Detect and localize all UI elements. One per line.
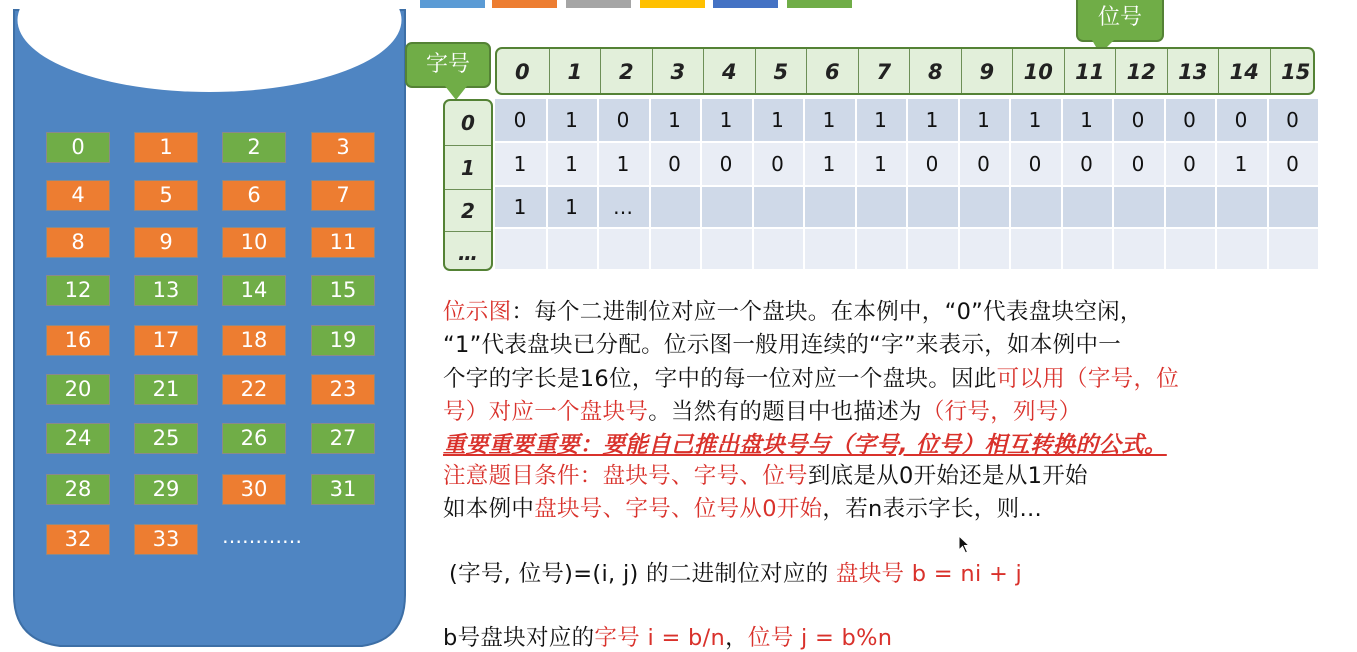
disk-block: 20 <box>46 374 110 405</box>
bit-column-label: 4 <box>703 49 755 93</box>
formula-block-number <box>449 556 1022 588</box>
disk-block: 28 <box>46 474 110 505</box>
color-bar-6 <box>787 0 852 8</box>
bit-column-label: 5 <box>755 49 807 93</box>
grid-divider <box>855 187 857 227</box>
grid-divider <box>1267 187 1269 227</box>
disk-block: 0 <box>46 132 110 163</box>
grid-divider <box>1112 229 1114 269</box>
disk-block: 15 <box>311 275 375 306</box>
desc-line-4-red: 号）对应一个盘块号 <box>443 399 649 425</box>
grid-divider <box>1215 187 1217 227</box>
bit-cell: 0 <box>1028 152 1042 176</box>
formula-2-red2: 位号 j = b%n <box>747 625 893 651</box>
bitmap-row <box>495 229 1318 269</box>
desc-line-3 <box>443 361 1179 393</box>
bit-cell: 1 <box>1028 108 1042 132</box>
disk-block: 31 <box>311 474 375 505</box>
formula-word-bit <box>443 620 892 652</box>
bit-column-label: 7 <box>858 49 910 93</box>
bitmap-row <box>495 187 1318 227</box>
grid-divider <box>1318 187 1320 227</box>
bit-column-label: 6 <box>806 49 858 93</box>
bit-column-label: 1 <box>549 49 601 93</box>
grid-divider <box>752 187 754 227</box>
grid-divider <box>1112 187 1114 227</box>
grid-divider <box>1318 143 1320 185</box>
grid-divider <box>1215 229 1217 269</box>
disk-block: 14 <box>222 275 286 306</box>
bit-cell: 1 <box>874 108 887 132</box>
bit-column-label: 14 <box>1218 49 1270 93</box>
bit-cell: 1 <box>771 108 784 132</box>
bit-cell: 0 <box>1286 152 1299 176</box>
grid-divider <box>700 187 702 227</box>
grid-divider <box>906 229 908 269</box>
disk-block: 32 <box>46 524 110 555</box>
disk-block: 23 <box>311 374 375 405</box>
example-red: 盘块号、字号、位号从0开始 <box>534 496 823 522</box>
bit-cell: 0 <box>1080 152 1093 176</box>
disk-block: 33 <box>134 524 198 555</box>
disk-block: 8 <box>46 227 110 258</box>
bit-cell: 1 <box>513 195 527 219</box>
bit-column-label: 12 <box>1115 49 1167 93</box>
word-number-label: 字号 <box>425 52 470 77</box>
color-bar-5 <box>713 0 778 8</box>
bit-cell: 1 <box>1234 152 1248 176</box>
bit-cell: 0 <box>719 152 733 176</box>
formula-1-red: 盘块号 b = ni + j <box>835 561 1023 587</box>
disk-block: 5 <box>134 180 198 211</box>
bit-cell: 1 <box>1080 108 1093 132</box>
disk-block: 2 <box>222 132 286 163</box>
formula-2-red1: 字号 i = b/n <box>594 625 726 651</box>
word-number-callout <box>405 42 491 88</box>
bit-column-label: 15 <box>1270 49 1322 93</box>
desc-line-1-text: ：每个二进制位对应一个盘块。在本例中，“0”代表盘块空闲， <box>511 299 1143 325</box>
example-text-a: 如本例中 <box>443 496 535 522</box>
disk-block: 1 <box>134 132 198 163</box>
color-bar-2 <box>492 0 557 8</box>
bit-number-callout <box>1076 0 1164 42</box>
grid-divider <box>855 229 857 269</box>
bit-cell: 0 <box>771 152 784 176</box>
word-row-header <box>443 99 493 271</box>
formula-2-sep: ， <box>725 625 748 651</box>
word-row-label: 0 <box>461 111 475 135</box>
grid-divider <box>906 187 908 227</box>
important-note <box>443 427 1167 459</box>
bit-cell: 1 <box>822 152 836 176</box>
bit-column-label: 8 <box>909 49 961 93</box>
disk-block: 24 <box>46 423 110 454</box>
color-bar-1 <box>420 0 485 8</box>
grid-divider <box>700 229 702 269</box>
bit-column-label: 9 <box>961 49 1013 93</box>
bit-cell: 0 <box>1183 108 1196 132</box>
word-row-label: 1 <box>445 145 491 189</box>
grid-divider <box>546 229 548 269</box>
grid-divider <box>1318 229 1320 269</box>
disk-block: 30 <box>222 474 286 505</box>
bit-cell: 1 <box>874 152 887 176</box>
grid-divider <box>649 187 651 227</box>
grid-divider <box>1009 187 1011 227</box>
disk-block: 19 <box>311 325 375 356</box>
bit-cell: 1 <box>565 152 578 176</box>
grid-divider <box>958 187 960 227</box>
bit-cell: 1 <box>565 195 578 219</box>
color-bar-4 <box>640 0 705 8</box>
desc-line-3-red: 可以用（字号，位 <box>996 366 1180 392</box>
bitmap-row <box>495 99 1318 141</box>
grid-divider <box>1318 99 1320 141</box>
disk-block: 25 <box>134 423 198 454</box>
bit-column-label: 0 <box>514 60 530 84</box>
bit-cell: 0 <box>1234 108 1248 132</box>
grid-divider <box>752 229 754 269</box>
disk-block: 22 <box>222 374 286 405</box>
important-note-text: 重要重要重要：要能自己推出盘块号与（字号, 位号）相互转换的公式。 <box>443 432 1167 458</box>
bit-cell: 1 <box>513 152 527 176</box>
bit-cell: 0 <box>1183 152 1196 176</box>
bit-number-label: 位号 <box>1097 5 1142 30</box>
grid-divider <box>1164 187 1166 227</box>
bit-cell: 0 <box>1286 108 1299 132</box>
more-blocks-ellipsis: ………… <box>222 524 302 548</box>
example-line <box>443 491 1042 523</box>
grid-divider <box>1061 187 1063 227</box>
bit-cell: 1 <box>719 108 733 132</box>
bit-column-label: 13 <box>1167 49 1219 93</box>
bit-cell: 1 <box>565 108 578 132</box>
disk-block: 18 <box>222 325 286 356</box>
disk-block: 27 <box>311 423 375 454</box>
bit-column-label: 3 <box>652 49 704 93</box>
disk-block: 7 <box>311 180 375 211</box>
bit-cell: 1 <box>822 108 836 132</box>
grid-divider <box>958 229 960 269</box>
disk-block: 21 <box>134 374 198 405</box>
bit-cell: … <box>613 195 633 219</box>
grid-divider <box>803 229 805 269</box>
disk-block: 4 <box>46 180 110 211</box>
bit-column-label: 10 <box>1012 49 1064 93</box>
grid-divider <box>649 229 651 269</box>
mouse-cursor-icon <box>958 535 972 555</box>
bit-column-label: 2 <box>600 49 652 93</box>
grid-divider <box>597 229 599 269</box>
disk-block: 16 <box>46 325 110 356</box>
disk-block: 10 <box>222 227 286 258</box>
desc-line-4-red2: （行号，列号） <box>921 399 1082 425</box>
desc-line-4 <box>443 394 1081 426</box>
bitmap-term: 位示图 <box>443 299 512 325</box>
bit-cell: 0 <box>977 152 990 176</box>
bit-cell: 0 <box>513 108 527 132</box>
grid-divider <box>1009 229 1011 269</box>
bit-cell: 0 <box>616 108 630 132</box>
disk-block: 29 <box>134 474 198 505</box>
desc-line-3-text: 个字的字长是16位，字中的每一位对应一个盘块。因此 <box>443 366 997 392</box>
word-row-label: … <box>445 231 491 273</box>
bitmap-row <box>495 143 1318 185</box>
bit-cell: 0 <box>1131 108 1145 132</box>
desc-line-2-text: “1”代表盘块已分配。位示图一般用连续的“字”来表示，如本例中一 <box>443 332 1122 358</box>
bit-column-header <box>495 47 1315 95</box>
disk-block: 26 <box>222 423 286 454</box>
disk-block: 9 <box>134 227 198 258</box>
desc-line-1 <box>443 294 1143 326</box>
bit-column-label: 11 <box>1064 49 1116 93</box>
bit-cell: 1 <box>668 108 681 132</box>
desc-line-2 <box>443 327 1121 359</box>
disk-block: 11 <box>311 227 375 258</box>
color-bar-3 <box>566 0 631 8</box>
bit-cell: 0 <box>925 152 939 176</box>
attention-red: 注意题目条件：盘块号、字号、位号 <box>443 463 808 489</box>
disk-block: 13 <box>134 275 198 306</box>
disk-block: 3 <box>311 132 375 163</box>
grid-divider <box>1164 229 1166 269</box>
example-text-b: ，若n表示字长，则… <box>822 496 1043 522</box>
attention-line <box>443 458 1088 490</box>
attention-text: 到底是从0开始还是从1开始 <box>807 463 1088 489</box>
bit-cell: 1 <box>925 108 939 132</box>
word-row-label: 2 <box>445 189 491 231</box>
disk-block: 17 <box>134 325 198 356</box>
disk-block: 12 <box>46 275 110 306</box>
grid-divider <box>803 187 805 227</box>
formula-2-text: b号盘块对应的 <box>443 625 595 651</box>
bit-cell: 0 <box>668 152 681 176</box>
bit-cell: 0 <box>1131 152 1145 176</box>
bit-cell: 1 <box>977 108 990 132</box>
disk-block: 6 <box>222 180 286 211</box>
formula-1-text: (字号, 位号)=(i, j) 的二进制位对应的 <box>449 561 836 587</box>
desc-line-4-text: 。当然有的题目中也描述为 <box>648 399 922 425</box>
grid-divider <box>1267 229 1269 269</box>
grid-divider <box>1061 229 1063 269</box>
bit-cell: 1 <box>616 152 630 176</box>
